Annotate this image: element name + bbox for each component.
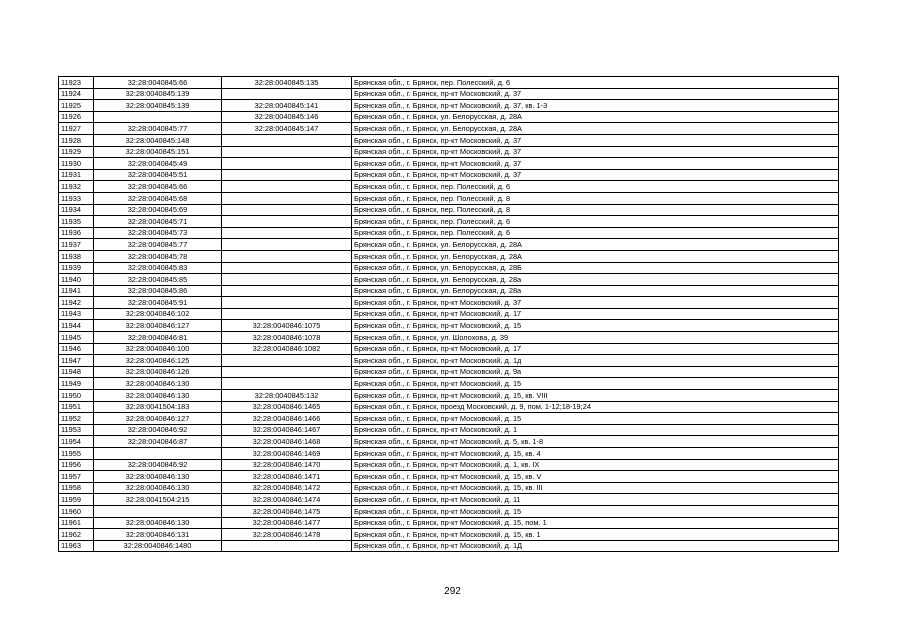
row-number-cell: 11938 bbox=[59, 250, 94, 262]
object-number-cell: 32:28:0040846:1477 bbox=[222, 517, 352, 529]
parcel-number-cell: 32:28:0040845:91 bbox=[94, 297, 222, 309]
table-row bbox=[59, 448, 839, 460]
row-number-cell: 11936 bbox=[59, 227, 94, 239]
parcel-number-cell: 32:28:0040846:130 bbox=[94, 471, 222, 483]
parcel-number-cell: 32:28:0040845:66 bbox=[94, 181, 222, 193]
table-row bbox=[59, 111, 839, 123]
object-number-cell bbox=[222, 274, 352, 286]
parcel-number-cell: 32:28:0040846:92 bbox=[94, 424, 222, 436]
table-row bbox=[59, 285, 839, 297]
object-number-cell bbox=[222, 158, 352, 170]
parcel-number-cell: 32:28:0040846:125 bbox=[94, 355, 222, 367]
row-number-cell: 11924 bbox=[59, 88, 94, 100]
table-row bbox=[59, 540, 839, 552]
address-cell: Брянская обл., г. Брянск, пр-кт Московский, д. 37 bbox=[352, 169, 839, 181]
table-row bbox=[59, 366, 839, 378]
address-cell: Брянская обл., г. Брянск, пр-кт Московский, д. 15 bbox=[352, 413, 839, 425]
address-cell: Брянская обл., г. Брянск, пр-кт Московский, д. 1Д bbox=[352, 540, 839, 552]
parcel-number-cell bbox=[94, 448, 222, 460]
address-cell: Брянская обл., г. Брянск, пер. Полесский, д. 6 bbox=[352, 216, 839, 228]
parcel-number-cell: 32:28:0040846:130 bbox=[94, 517, 222, 529]
row-number-cell: 11951 bbox=[59, 401, 94, 413]
row-number-cell: 11958 bbox=[59, 482, 94, 494]
table-row bbox=[59, 424, 839, 436]
object-number-cell: 32:28:0040845:141 bbox=[222, 100, 352, 112]
object-number-cell bbox=[222, 88, 352, 100]
row-number-cell: 11946 bbox=[59, 343, 94, 355]
table-row bbox=[59, 88, 839, 100]
parcel-number-cell: 32:28:0040846:130 bbox=[94, 482, 222, 494]
parcel-number-cell: 32:28:0040845:139 bbox=[94, 100, 222, 112]
row-number-cell: 11933 bbox=[59, 192, 94, 204]
object-number-cell bbox=[222, 378, 352, 390]
address-cell: Брянская обл., г. Брянск, пер. Полесский, д. 6 bbox=[352, 227, 839, 239]
table-row bbox=[59, 146, 839, 158]
row-number-cell: 11940 bbox=[59, 274, 94, 286]
page-number: 292 bbox=[444, 586, 461, 597]
object-number-cell bbox=[222, 192, 352, 204]
object-number-cell: 32:28:0040845:146 bbox=[222, 111, 352, 123]
table-row bbox=[59, 123, 839, 135]
row-number-cell: 11944 bbox=[59, 320, 94, 332]
table-row bbox=[59, 181, 839, 193]
parcel-number-cell: 32:28:0040845:77 bbox=[94, 239, 222, 251]
object-number-cell: 32:28:0040845:135 bbox=[222, 77, 352, 89]
address-cell: Брянская обл., г. Брянск, проезд Московский, д. 9, пом. 1-12;18-19;24 bbox=[352, 401, 839, 413]
row-number-cell: 11932 bbox=[59, 181, 94, 193]
object-number-cell: 32:28:0040845:147 bbox=[222, 123, 352, 135]
object-number-cell bbox=[222, 297, 352, 309]
row-number-cell: 11960 bbox=[59, 505, 94, 517]
parcel-number-cell: 32:28:0040845:139 bbox=[94, 88, 222, 100]
table-row bbox=[59, 239, 839, 251]
parcel-number-cell: 32:28:0040846:127 bbox=[94, 320, 222, 332]
address-cell: Брянская обл., г. Брянск, пер. Полесский, д. 6 bbox=[352, 181, 839, 193]
row-number-cell: 11955 bbox=[59, 448, 94, 460]
parcel-number-cell: 32:28:0040845:69 bbox=[94, 204, 222, 216]
address-cell: Брянская обл., г. Брянск, пер. Полесский, д. 6 bbox=[352, 77, 839, 89]
table-row bbox=[59, 297, 839, 309]
address-cell: Брянская обл., г. Брянск, ул. Белорусская, д. 28А bbox=[352, 111, 839, 123]
row-number-cell: 11950 bbox=[59, 390, 94, 402]
parcel-number-cell: 32:28:0040845:49 bbox=[94, 158, 222, 170]
address-cell: Брянская обл., г. Брянск, пр-кт Московский, д. 1, кв. IX bbox=[352, 459, 839, 471]
address-cell: Брянская обл., г. Брянск, пр-кт Московский, д. 37, кв. 1-3 bbox=[352, 100, 839, 112]
object-number-cell: 32:28:0040846:1078 bbox=[222, 332, 352, 344]
parcel-number-cell: 32:28:0040846:87 bbox=[94, 436, 222, 448]
object-number-cell bbox=[222, 262, 352, 274]
address-cell: Брянская обл., г. Брянск, пр-кт Московский, д. 1д bbox=[352, 355, 839, 367]
address-cell: Брянская обл., г. Брянск, ул. Белорусская, д. 28а bbox=[352, 285, 839, 297]
parcel-number-cell: 32:28:0040846:127 bbox=[94, 413, 222, 425]
parcel-number-cell: 32:28:0040845:77 bbox=[94, 123, 222, 135]
table-row bbox=[59, 192, 839, 204]
table-row bbox=[59, 77, 839, 89]
table-row bbox=[59, 459, 839, 471]
table-row bbox=[59, 158, 839, 170]
table-row bbox=[59, 204, 839, 216]
parcel-number-cell: 32:28:0040845:51 bbox=[94, 169, 222, 181]
table-row bbox=[59, 332, 839, 344]
object-number-cell bbox=[222, 134, 352, 146]
row-number-cell: 11949 bbox=[59, 378, 94, 390]
parcel-number-cell: 32:28:0040845:66 bbox=[94, 77, 222, 89]
row-number-cell: 11941 bbox=[59, 285, 94, 297]
address-cell: Брянская обл., г. Брянск, ул. Белорусская, д. 28А bbox=[352, 250, 839, 262]
parcel-number-cell: 32:28:0040845:151 bbox=[94, 146, 222, 158]
object-number-cell bbox=[222, 355, 352, 367]
object-number-cell: 32:28:0040846:1082 bbox=[222, 343, 352, 355]
parcel-number-cell: 32:28:0040845:71 bbox=[94, 216, 222, 228]
object-number-cell: 32:28:0040846:1471 bbox=[222, 471, 352, 483]
address-cell: Брянская обл., г. Брянск, пр-кт Московский, д. 15, кв. 1 bbox=[352, 529, 839, 541]
parcel-number-cell: 32:28:0041504:215 bbox=[94, 494, 222, 506]
object-number-cell: 32:28:0040846:1465 bbox=[222, 401, 352, 413]
object-number-cell bbox=[222, 169, 352, 181]
parcel-number-cell: 32:28:0040845:73 bbox=[94, 227, 222, 239]
object-number-cell: 32:28:0040846:1467 bbox=[222, 424, 352, 436]
parcel-number-cell: 32:28:0040846:130 bbox=[94, 378, 222, 390]
row-number-cell: 11959 bbox=[59, 494, 94, 506]
table-body bbox=[59, 77, 839, 552]
row-number-cell: 11926 bbox=[59, 111, 94, 123]
address-cell: Брянская обл., г. Брянск, пр-кт Московский, д. 37 bbox=[352, 134, 839, 146]
object-number-cell: 32:28:0040846:1468 bbox=[222, 436, 352, 448]
object-number-cell bbox=[222, 181, 352, 193]
address-cell: Брянская обл., г. Брянск, пр-кт Московский, д. 15, кв. III bbox=[352, 482, 839, 494]
address-cell: Брянская обл., г. Брянск, ул. Белорусская, д. 28Б bbox=[352, 262, 839, 274]
parcel-number-cell: 32:28:0040846:131 bbox=[94, 529, 222, 541]
table-row bbox=[59, 169, 839, 181]
parcel-number-cell bbox=[94, 505, 222, 517]
row-number-cell: 11962 bbox=[59, 529, 94, 541]
table-row bbox=[59, 494, 839, 506]
cadastral-table bbox=[58, 76, 839, 552]
object-number-cell bbox=[222, 285, 352, 297]
table-row bbox=[59, 134, 839, 146]
table-row bbox=[59, 308, 839, 320]
row-number-cell: 11928 bbox=[59, 134, 94, 146]
row-number-cell: 11937 bbox=[59, 239, 94, 251]
address-cell: Брянская обл., г. Брянск, ул. Белорусская, д. 28А bbox=[352, 123, 839, 135]
object-number-cell bbox=[222, 239, 352, 251]
address-cell: Брянская обл., г. Брянск, пр-кт Московский, д. 15 bbox=[352, 505, 839, 517]
table-row bbox=[59, 250, 839, 262]
object-number-cell bbox=[222, 308, 352, 320]
row-number-cell: 11952 bbox=[59, 413, 94, 425]
address-cell: Брянская обл., г. Брянск, пр-кт Московский, д. 37 bbox=[352, 158, 839, 170]
row-number-cell: 11943 bbox=[59, 308, 94, 320]
row-number-cell: 11934 bbox=[59, 204, 94, 216]
parcel-number-cell: 32:28:0040846:126 bbox=[94, 366, 222, 378]
address-cell: Брянская обл., г. Брянск, пр-кт Московский, д. 9а bbox=[352, 366, 839, 378]
row-number-cell: 11935 bbox=[59, 216, 94, 228]
table-row bbox=[59, 390, 839, 402]
row-number-cell: 11948 bbox=[59, 366, 94, 378]
table-row bbox=[59, 413, 839, 425]
table-row bbox=[59, 471, 839, 483]
object-number-cell: 32:28:0040846:1075 bbox=[222, 320, 352, 332]
address-cell: Брянская обл., г. Брянск, ул. Белорусская, д. 28а bbox=[352, 274, 839, 286]
address-cell: Брянская обл., г. Брянск, ул. Белорусская, д. 28А bbox=[352, 239, 839, 251]
parcel-number-cell: 32:28:0040846:81 bbox=[94, 332, 222, 344]
object-number-cell: 32:28:0040846:1478 bbox=[222, 529, 352, 541]
row-number-cell: 11963 bbox=[59, 540, 94, 552]
address-cell: Брянская обл., г. Брянск, пр-кт Московский, д. 15, кв. VIII bbox=[352, 390, 839, 402]
row-number-cell: 11927 bbox=[59, 123, 94, 135]
address-cell: Брянская обл., г. Брянск, пр-кт Московский, д. 15, кв. V bbox=[352, 471, 839, 483]
parcel-number-cell: 32:28:0040846:130 bbox=[94, 390, 222, 402]
object-number-cell bbox=[222, 146, 352, 158]
address-cell: Брянская обл., г. Брянск, пр-кт Московский, д. 17 bbox=[352, 343, 839, 355]
row-number-cell: 11931 bbox=[59, 169, 94, 181]
parcel-number-cell bbox=[94, 111, 222, 123]
address-cell: Брянская обл., г. Брянск, пр-кт Московский, д. 37 bbox=[352, 297, 839, 309]
parcel-number-cell: 32:28:0040845:83 bbox=[94, 262, 222, 274]
table-row bbox=[59, 482, 839, 494]
table-row bbox=[59, 355, 839, 367]
address-cell: Брянская обл., г. Брянск, пер. Полесский, д. 8 bbox=[352, 192, 839, 204]
row-number-cell: 11957 bbox=[59, 471, 94, 483]
table-row bbox=[59, 505, 839, 517]
object-number-cell: 32:28:0040846:1466 bbox=[222, 413, 352, 425]
object-number-cell: 32:28:0040845:132 bbox=[222, 390, 352, 402]
parcel-number-cell: 32:28:0040846:102 bbox=[94, 308, 222, 320]
address-cell: Брянская обл., г. Брянск, ул. Шолохова, д. 39 bbox=[352, 332, 839, 344]
table-row bbox=[59, 401, 839, 413]
parcel-number-cell: 32:28:0041504:183 bbox=[94, 401, 222, 413]
address-cell: Брянская обл., г. Брянск, пр-кт Московский, д. 15 bbox=[352, 378, 839, 390]
address-cell: Брянская обл., г. Брянск, пр-кт Московский, д. 15, кв. 4 bbox=[352, 448, 839, 460]
table-row bbox=[59, 227, 839, 239]
row-number-cell: 11930 bbox=[59, 158, 94, 170]
parcel-number-cell: 32:28:0040845:78 bbox=[94, 250, 222, 262]
object-number-cell: 32:28:0040846:1474 bbox=[222, 494, 352, 506]
address-cell: Брянская обл., г. Брянск, пр-кт Московский, д. 11 bbox=[352, 494, 839, 506]
object-number-cell bbox=[222, 216, 352, 228]
address-cell: Брянская обл., г. Брянск, пр-кт Московский, д. 15, пом. 1 bbox=[352, 517, 839, 529]
address-cell: Брянская обл., г. Брянск, пер. Полесский, д. 8 bbox=[352, 204, 839, 216]
object-number-cell bbox=[222, 227, 352, 239]
table-row bbox=[59, 378, 839, 390]
row-number-cell: 11942 bbox=[59, 297, 94, 309]
address-cell: Брянская обл., г. Брянск, пр-кт Московский, д. 15 bbox=[352, 320, 839, 332]
address-cell: Брянская обл., г. Брянск, пр-кт Московский, д. 37 bbox=[352, 146, 839, 158]
object-number-cell bbox=[222, 204, 352, 216]
row-number-cell: 11954 bbox=[59, 436, 94, 448]
object-number-cell: 32:28:0040846:1472 bbox=[222, 482, 352, 494]
parcel-number-cell: 32:28:0040845:148 bbox=[94, 134, 222, 146]
row-number-cell: 11925 bbox=[59, 100, 94, 112]
parcel-number-cell: 32:28:0040845:86 bbox=[94, 285, 222, 297]
table-row bbox=[59, 436, 839, 448]
parcel-number-cell: 32:28:0040846:92 bbox=[94, 459, 222, 471]
parcel-number-cell: 32:28:0040845:68 bbox=[94, 192, 222, 204]
row-number-cell: 11945 bbox=[59, 332, 94, 344]
table-row bbox=[59, 100, 839, 112]
row-number-cell: 11923 bbox=[59, 77, 94, 89]
row-number-cell: 11929 bbox=[59, 146, 94, 158]
parcel-number-cell: 32:28:0040846:100 bbox=[94, 343, 222, 355]
row-number-cell: 11961 bbox=[59, 517, 94, 529]
object-number-cell bbox=[222, 366, 352, 378]
table-row bbox=[59, 529, 839, 541]
address-cell: Брянская обл., г. Брянск, пр-кт Московский, д. 5, кв. 1-8 bbox=[352, 436, 839, 448]
object-number-cell bbox=[222, 540, 352, 552]
table-row bbox=[59, 262, 839, 274]
object-number-cell bbox=[222, 250, 352, 262]
row-number-cell: 11939 bbox=[59, 262, 94, 274]
parcel-number-cell: 32:28:0040846:1480 bbox=[94, 540, 222, 552]
object-number-cell: 32:28:0040846:1475 bbox=[222, 505, 352, 517]
table-row bbox=[59, 274, 839, 286]
table-row bbox=[59, 343, 839, 355]
address-cell: Брянская обл., г. Брянск, пр-кт Московский, д. 17 bbox=[352, 308, 839, 320]
table-row bbox=[59, 517, 839, 529]
object-number-cell: 32:28:0040846:1470 bbox=[222, 459, 352, 471]
row-number-cell: 11956 bbox=[59, 459, 94, 471]
table-row bbox=[59, 320, 839, 332]
parcel-number-cell: 32:28:0040845:85 bbox=[94, 274, 222, 286]
object-number-cell: 32:28:0040846:1469 bbox=[222, 448, 352, 460]
address-cell: Брянская обл., г. Брянск, пр-кт Московский, д. 37 bbox=[352, 88, 839, 100]
row-number-cell: 11947 bbox=[59, 355, 94, 367]
table-row bbox=[59, 216, 839, 228]
row-number-cell: 11953 bbox=[59, 424, 94, 436]
address-cell: Брянская обл., г. Брянск, пр-кт Московский, д. 1 bbox=[352, 424, 839, 436]
